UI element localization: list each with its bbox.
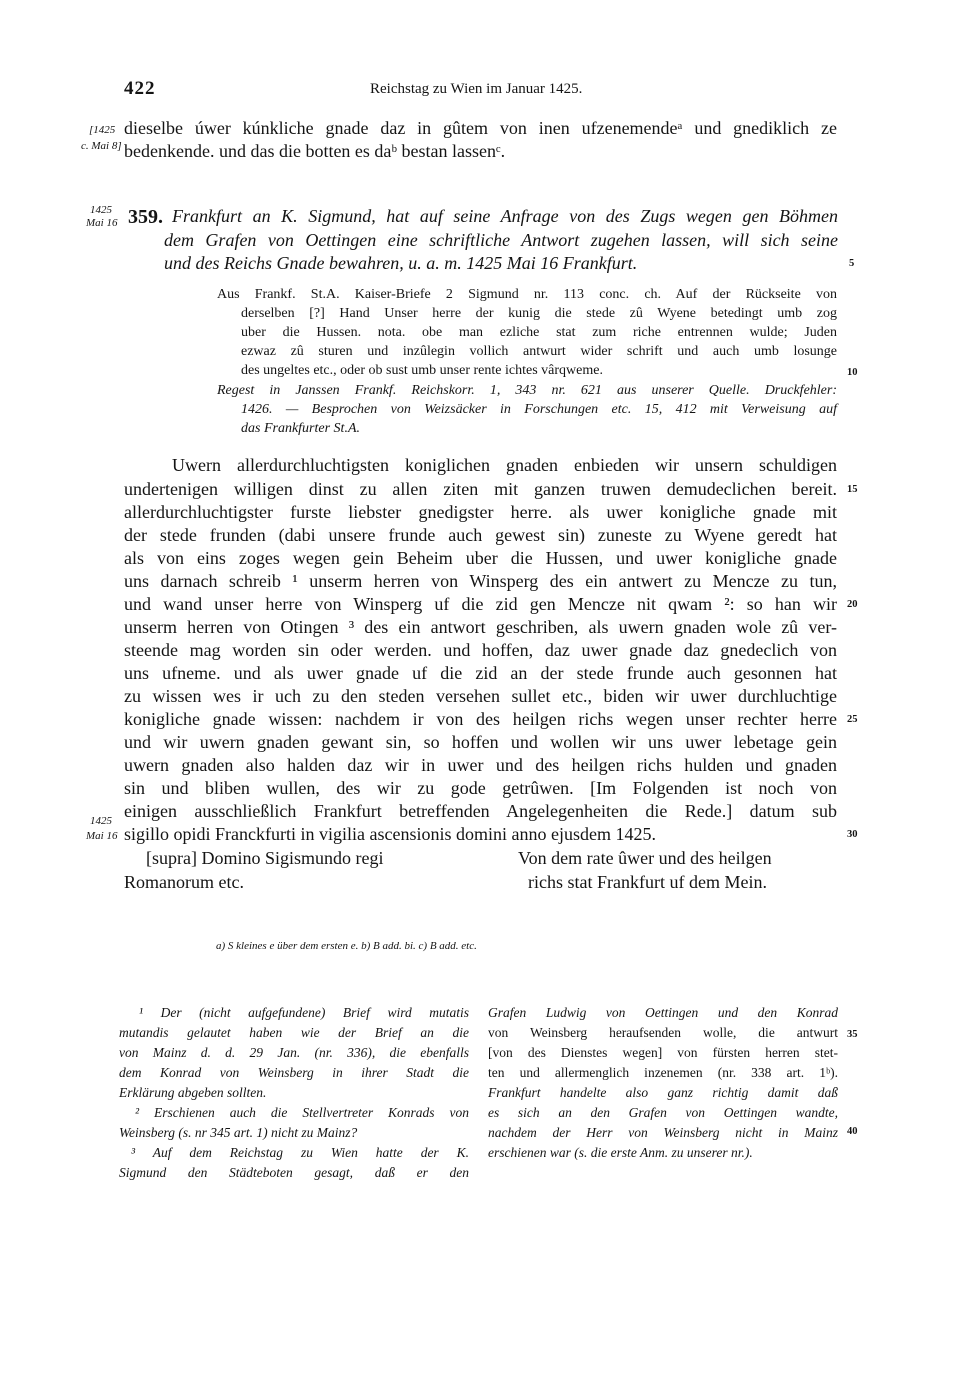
margin-date-top-1: [1425 xyxy=(89,124,116,136)
footnote-line: Weinsberg (s. nr 345 art. 1) nicht zu Mainz? xyxy=(119,1125,358,1140)
body-line: steende mag worden sin oder werden. und hoffen, daz uwer gnade daz gnedeclich von xyxy=(124,640,837,660)
critical-apparatus: a) S kleines e über dem ersten e. b) B add. bi. c) B add. etc. xyxy=(216,940,477,952)
body-line: uns ufneme. und als uwer gnade uf die zid an der stede frunde auch gesonnen hat xyxy=(124,663,837,683)
source-note-line: Aus Frankf. St.A. Kaiser-Briefe 2 Sigmund nr. 113 conc. ch. Auf der Rückseite von xyxy=(217,287,837,302)
line-number: 10 xyxy=(847,367,858,378)
entry-heading-line: und des Reichs Gnade bewahren, u. a. m. 1425 Mai 16 Frankfurt. xyxy=(164,253,638,273)
footnote-line: Sigmund den Städteboten gesagt, daß er den xyxy=(119,1165,469,1180)
footnote-line: dem Konrad von Weinsberg in ihrer Stadt die xyxy=(119,1065,469,1080)
source-note-line: des ungeltes etc., oder ob sust umb unser rente ichtes vârqweme. xyxy=(241,363,603,378)
body-line: uwern gnaden also halden daz wir in uwer und des heilgen richs hulden und gnaden xyxy=(124,755,837,775)
footnote-line: von Mainz d. d. 29 Jan. (nr. 336), die ebenfalls xyxy=(119,1045,469,1060)
source-note-line: derselben [?] Hand Unser herre der kunig die stede zû Wyene betedingt umb zog xyxy=(241,306,837,321)
body-line: konigliche gnade wissen: nachdem ir von des heilgen richs wegen unser rechter herre xyxy=(124,709,837,729)
footnote-line: erschienen war (s. die erste Anm. zu unserer nr.). xyxy=(488,1145,753,1160)
body-line: unserm herren von Otingen ³ des ein antwort geschriben, als uwern gnaden wole zû ver- xyxy=(124,617,837,637)
top-line: dieselbe úwer kúnkliche gnade daz in gûtem von inen ufzenemendeᵃ und gnediklich ze xyxy=(124,118,837,138)
source-note-line: 1426. — Besprochen von Weizsäcker in Forschungen etc. 15, 412 mit Verweisung auf xyxy=(241,402,837,417)
body-margin-day: Mai 16 xyxy=(86,830,118,842)
source-note-line: ezwaz zû sturen und inzûlegin vollich antwurt wider schrift und auch umb losunge xyxy=(241,344,837,359)
body-line: als von eins zoges wegen gein Beheim uber die Hussen, und uwer konigliche gnade xyxy=(124,548,837,568)
body-line: sigillo opidi Franckfurti in vigilia ascensionis domini anno ejusdem 1425. xyxy=(124,824,656,844)
address-right-line: Von dem rate ûwer und des heilgen xyxy=(518,848,772,868)
entry-heading-line: Frankfurt an K. Sigmund, hat auf seine Anfrage von des Zugs wegen gen Böhmen xyxy=(172,206,838,226)
entry-margin-year: 1425 xyxy=(90,204,112,216)
footnote-line: es sich an den Grafen von Oettingen wandte, xyxy=(488,1105,838,1120)
footnote-line: Frankfurt handelte also ganz richtig damit daß xyxy=(488,1085,838,1100)
footnote-line: Grafen Ludwig von Oettingen und den Konrad xyxy=(488,1005,838,1020)
source-note-line: Regest in Janssen Frankf. Reichskorr. 1, 343 nr. 621 aus unserer Quelle. Druckfehler: xyxy=(217,383,837,398)
address-left-line: Romanorum etc. xyxy=(124,872,244,892)
footnote-line: ten und allermenglich inzenemen (nr. 338 art. 1ᵇ). xyxy=(488,1065,838,1080)
top-line: bedenkende. und das die botten es daᵇ bestan lassenᶜ. xyxy=(124,141,506,161)
body-line: undertenigen willigen dinst zu allen ziten mit ganzen truwen demudeclichen bereit. xyxy=(124,479,837,499)
source-note-line: uber die Hussen. nota. obe man ezliche stat zum riche entrennen wulde; Juden xyxy=(241,325,837,340)
body-line: einigen ausschließlich Frankfurt betreffenden Angelegenheiten die Rede.] datum sub xyxy=(124,801,837,821)
running-title: Reichstag zu Wien im Januar 1425. xyxy=(370,81,583,97)
line-number: 25 xyxy=(847,714,858,725)
line-number: 35 xyxy=(847,1029,858,1040)
address-right-line: richs stat Frankfurt uf dem Mein. xyxy=(528,872,767,892)
footnote-line: [von des Dienstes wegen] von fürsten herren stet- xyxy=(488,1045,838,1060)
entry-margin-day: Mai 16 xyxy=(86,217,118,229)
body-line: zu wissen wes ir uch zu den steden versehen sullet etc., biden wir uwer durchluchtige xyxy=(124,686,837,706)
body-line: Uwern allerdurchluchtigsten koniglichen gnaden enbieden wir unsern schuldigen xyxy=(172,455,837,475)
line-number: 40 xyxy=(847,1126,858,1137)
footnote-line: von Weinsberg heraufsenden wolle, die antwurt xyxy=(488,1025,838,1040)
footnote-line: ¹ Der (nicht aufgefundene) Brief wird mutatis xyxy=(139,1005,469,1020)
address-left-line: [supra] Domino Sigismundo regi xyxy=(146,848,384,868)
body-line: sin und bliben wullen, des wir zu gode getrûwen. [Im Folgenden ist noch von xyxy=(124,778,837,798)
footnote-line: Erklärung abgeben sollten. xyxy=(119,1085,267,1100)
footnote-line: mutandis gelautet haben wie der Brief an die xyxy=(119,1025,469,1040)
page-number: 422 xyxy=(124,78,156,99)
body-line: uns darnach schreib ¹ unserm herren von Winsperg des ein antwert zu Mencze zu tun, xyxy=(124,571,837,591)
footnote-line: nachdem der Herr von Weinsberg nicht in Mainz xyxy=(488,1125,838,1140)
body-line: der stede frunden (dabi unsere frunde auch gewest sin) zuneste zu Wyene geredt hat xyxy=(124,525,837,545)
line-number: 5 xyxy=(849,258,855,269)
footnote-line: ³ Auf dem Reichstag zu Wien hatte der K. xyxy=(131,1145,469,1160)
body-margin-year: 1425 xyxy=(90,815,112,827)
entry-heading-line: dem Grafen von Oettingen eine schriftliche Antwort zugehen lassen, will sich seine xyxy=(164,230,838,250)
source-note-line: das Frankfurter St.A. xyxy=(241,421,360,436)
entry-number: 359. xyxy=(128,206,163,228)
footnote-line: ² Erschienen auch die Stellvertreter Konrads von xyxy=(135,1105,469,1120)
margin-date-top-2: c. Mai 8] xyxy=(81,140,122,152)
body-line: allerdurchluchtigster furste liebster gnedigster herre. als uwer konigliche gnade mit xyxy=(124,502,837,522)
line-number: 20 xyxy=(847,599,858,610)
body-line: und wand unser herre von Winsperg uf die zid gen Mencze nit qwam ²: so han wir xyxy=(124,594,837,614)
line-number: 15 xyxy=(847,484,858,495)
line-number: 30 xyxy=(847,829,858,840)
body-line: und wir uwern gnaden gewant sin, so hoffen und wollen wir uns uwer lebetage gein xyxy=(124,732,837,752)
